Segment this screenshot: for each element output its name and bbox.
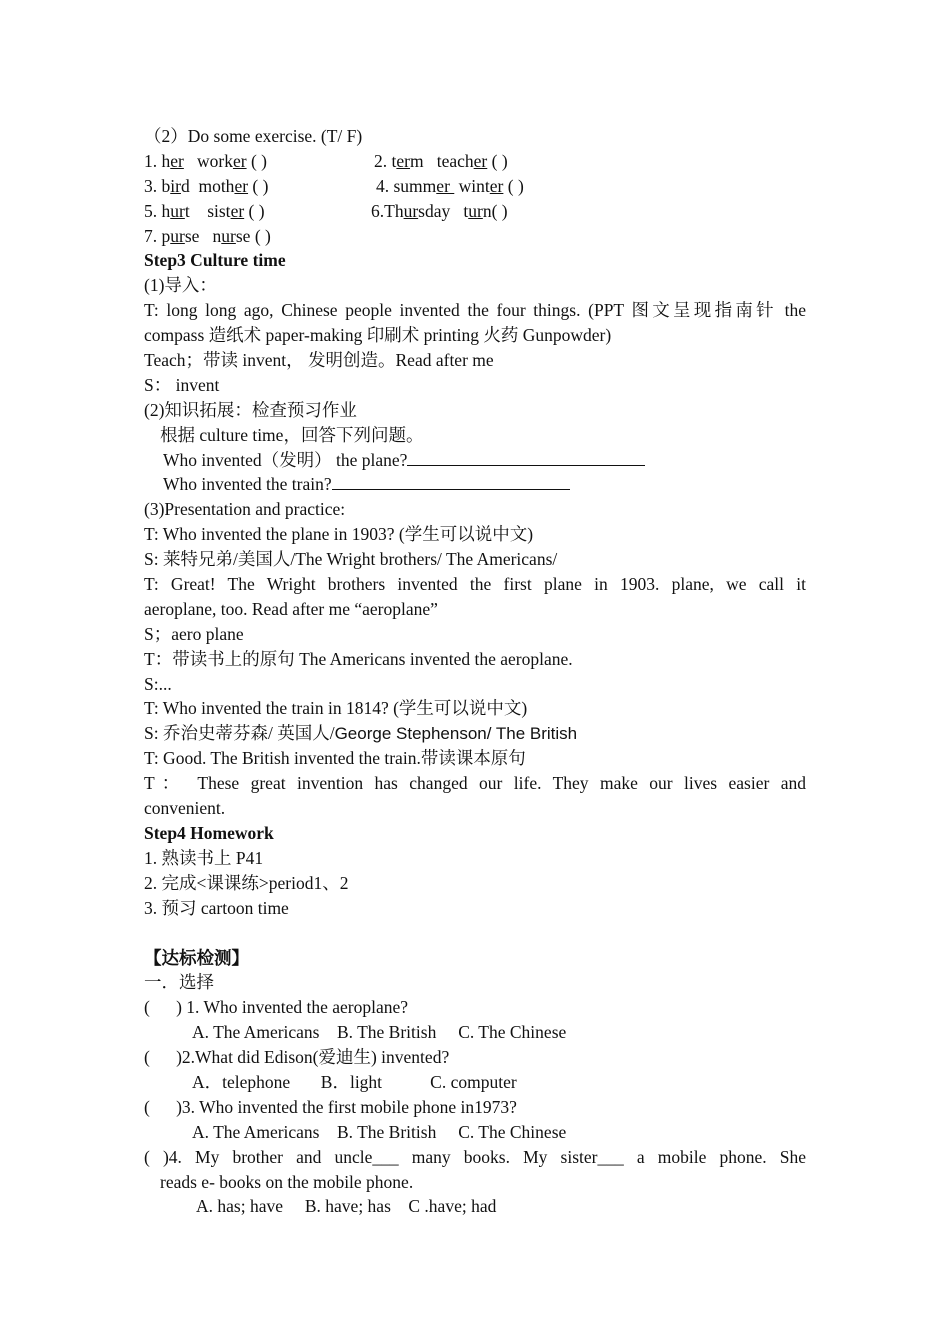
exercise-row [144, 199, 806, 224]
question-plane: Who invented（发明） the plane? [144, 448, 806, 473]
step3-line: T: Who invented the train in 1814? (学生可以说中文) [144, 698, 528, 719]
exercise-row [144, 224, 806, 249]
test-question: ( )4. My brother and uncle___ many books. My sister___ a mobile phone. She [144, 1146, 806, 1167]
exercise-item-5: 5. hurt sister ( ) [144, 200, 265, 221]
step3-line: S:... [144, 673, 172, 694]
step3-line: T: Great! The Wright brothers invented the first plane in 1903. plane, we call it [144, 574, 806, 595]
step3-line: S： invent [144, 374, 220, 395]
step3-line: T： These great invention has changed our life. They make our lives easier and [144, 773, 806, 794]
test-options: A. The Americans B. The British C. The Chinese [192, 1121, 567, 1142]
exercise-row [144, 174, 806, 199]
test-question-cont: reads e- books on the mobile phone. [160, 1171, 414, 1192]
step3-line: S；aero plane [144, 623, 244, 644]
step3-line: S: 莱特兄弟/美国人/The Wright brothers/ The Americans/ [144, 549, 558, 570]
exercise-item-6: 6.Thursday turn( ) [371, 200, 508, 221]
homework-item: 1. 熟读书上 P41 [144, 847, 264, 868]
exercise-row [144, 149, 806, 174]
step4-heading: Step4 Homework [144, 822, 274, 843]
test-question: ( )2.What did Edison(爱迪生) invented? [144, 1047, 450, 1068]
exercise-item-3: 3. bird mother ( ) [144, 175, 269, 196]
homework-item: 2. 完成<课课练>period1、2 [144, 872, 349, 893]
homework-item: 3. 预习 cartoon time [144, 897, 289, 918]
test-question: ( )3. Who invented the first mobile phone in1973? [144, 1096, 517, 1117]
exercise-item-4: 4. summer winter ( ) [376, 175, 524, 196]
step3-line: compass 造纸术 paper-making 印刷术 printing 火药 Gunpowder) [144, 325, 612, 346]
test-options: A. has; have B. have; has C .have; had [196, 1196, 497, 1217]
step3-heading: Step3 Culture time [144, 250, 286, 271]
document-page [144, 124, 806, 1219]
step3-sub3: (3)Presentation and practice: [144, 499, 346, 520]
step3-sub1: (1)导入： [144, 275, 217, 296]
test-heading: 【达标检测】 [144, 947, 249, 968]
step3-line: T：带读书上的原句 The Americans invented the aeroplane. [144, 648, 573, 669]
answer-blank[interactable] [407, 448, 645, 466]
test-question: ( ) 1. Who invented the aeroplane? [144, 997, 409, 1018]
step3-line: convenient. [144, 798, 226, 819]
test-section: 一．选择 [144, 972, 214, 993]
test-options: A．telephone B．light C. computer [192, 1071, 517, 1092]
test-options: A. The Americans B. The British C. The Chinese [192, 1022, 567, 1043]
exercise-item-2: 2. term teacher ( ) [374, 150, 508, 171]
step3-line: T: long long ago, Chinese people invented the four things. (PPT 图文呈现指南针 the [144, 300, 806, 321]
step3-line: S: 乔治史蒂芬森/ 英国人/George Stephenson/ The British [144, 723, 578, 744]
exercise-item-7: 7. purse nurse ( ) [144, 225, 271, 246]
answer-blank[interactable] [332, 472, 570, 490]
step3-line: T: Who invented the plane in 1903? (学生可以说中文) [144, 524, 534, 545]
exercise-title: （2）Do some exercise. (T/ F) [144, 126, 363, 146]
question-train: Who invented the train? [144, 472, 806, 497]
step3-line: Teach；带读 invent， 发明创造。Read after me [144, 350, 494, 371]
step3-line: T: Good. The British invented the train.带读课本原句 [144, 748, 526, 769]
step3-line: 根据 culture time，回答下列问题。 [160, 424, 424, 445]
step3-sub2: (2)知识拓展：检查预习作业 [144, 399, 357, 420]
exercise-item-1: 1. her worker ( ) [144, 150, 267, 171]
step3-line: aeroplane, too. Read after me “aeroplane” [144, 598, 438, 619]
